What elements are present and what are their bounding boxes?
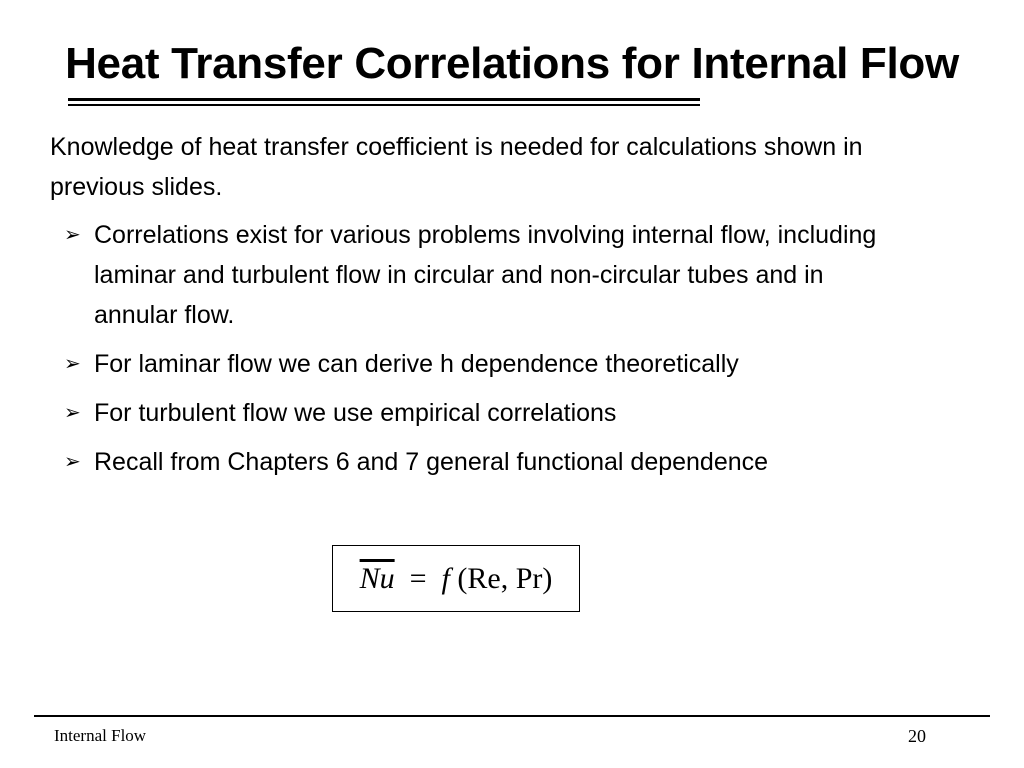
formula-box <box>332 545 580 612</box>
intro-text: Knowledge of heat transfer coefficient is needed for calculations shown in previous slides. <box>50 133 863 201</box>
formula-function: f <box>441 561 450 595</box>
title-underline-thin <box>68 104 700 106</box>
bullet-item <box>64 215 904 335</box>
footer-label: Internal Flow <box>54 726 147 745</box>
bullet-text: Recall from Chapters 6 and 7 general functional dependence <box>94 448 769 476</box>
bullet-item <box>64 393 904 433</box>
bullet-item <box>64 442 904 482</box>
bullet-text: Correlations exist for various problems involving internal flow, including laminar and turbulent flow in circular and non-circular tubes and in annular flow. <box>94 221 877 329</box>
bullet-text: For laminar flow we can derive h dependence theoretically <box>94 350 739 378</box>
footer-divider <box>34 715 990 717</box>
arrow-bullet-icon: ➢ <box>64 402 81 424</box>
bullet-item <box>64 344 904 384</box>
arrow-bullet-icon: ➢ <box>64 451 81 473</box>
formula-args: (Re, Pr) <box>457 561 553 595</box>
arrow-bullet-icon: ➢ <box>64 224 81 246</box>
slide-title: Heat Transfer Correlations for Internal Flow <box>65 39 959 88</box>
page-number: 20 <box>908 726 926 746</box>
bullet-text: For turbulent flow we use empirical correlations <box>94 399 617 427</box>
formula-lhs: $\overline{Nu}$ <box>359 561 395 595</box>
formula-equals: = <box>409 561 427 595</box>
bullet-list <box>64 215 904 491</box>
arrow-bullet-icon: ➢ <box>64 353 81 375</box>
title-underline-thick <box>68 98 700 101</box>
